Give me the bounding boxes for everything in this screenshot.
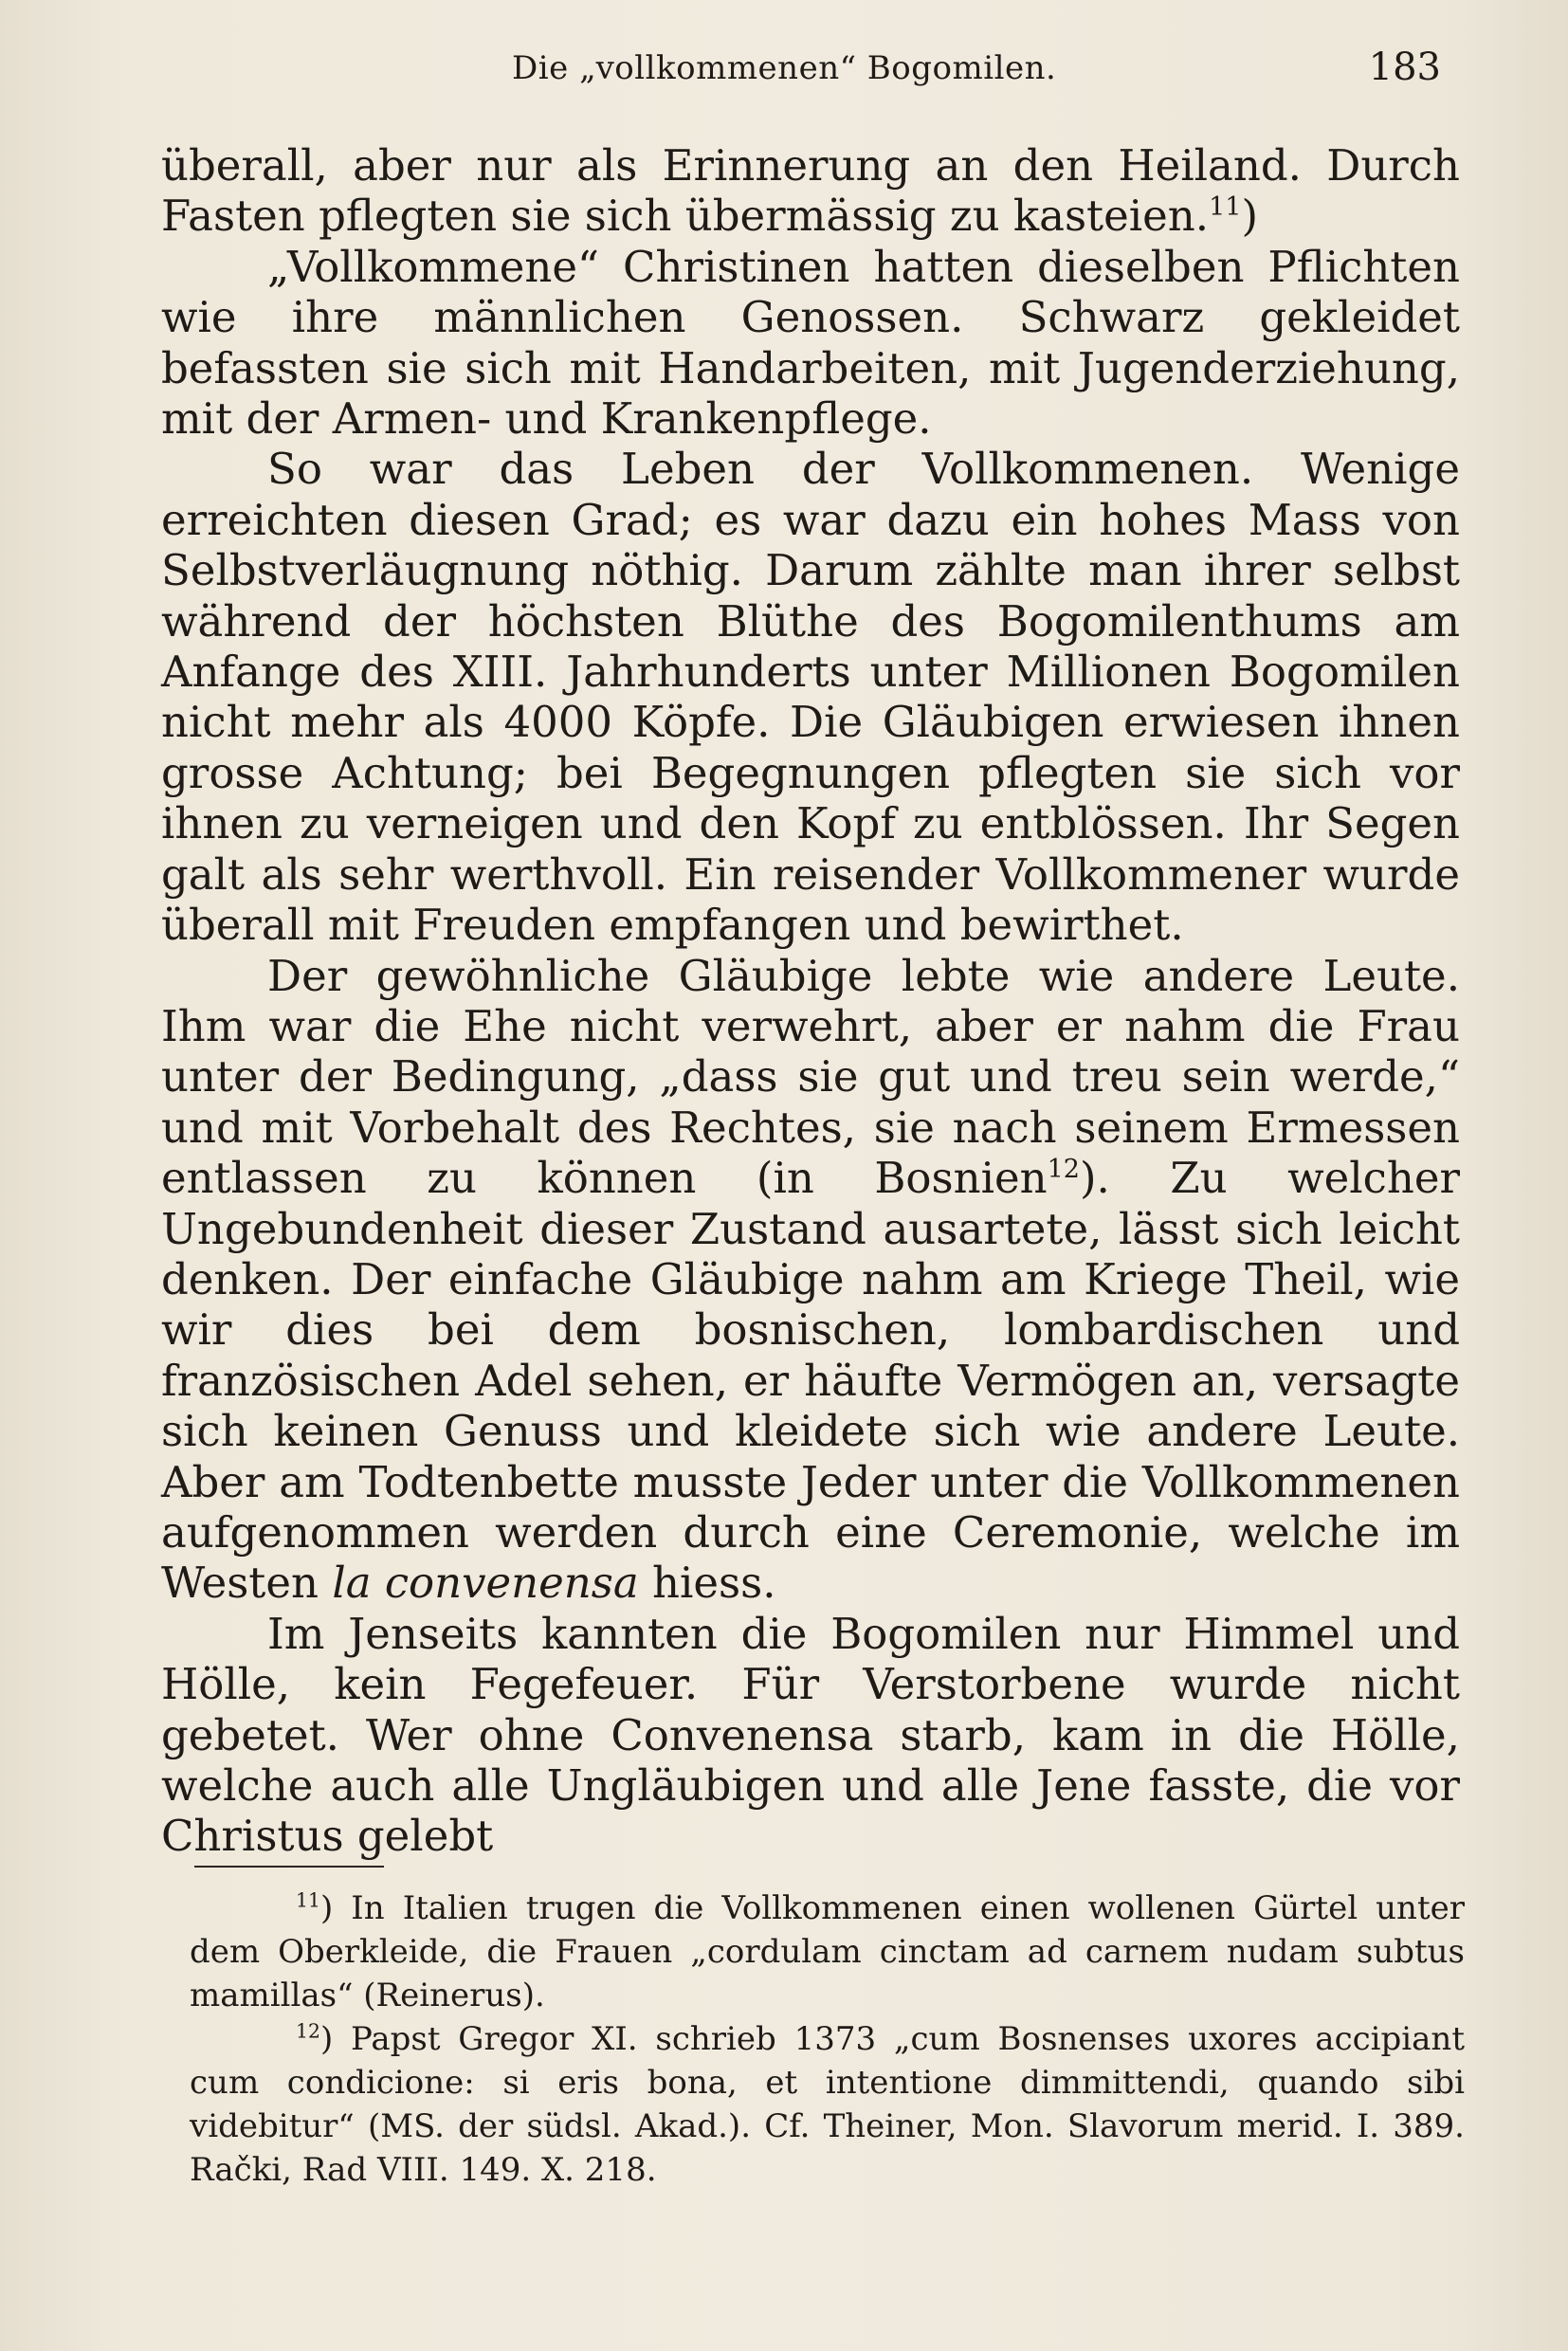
footnotes — [190, 1886, 1465, 2192]
italic-term: la convenensa — [332, 1558, 639, 1609]
paragraph-1 — [161, 140, 1460, 242]
footnote-text: ) In Italien trugen die Vollkommenen einen wollenen Gürtel unter dem Oberkleide, die Frauen „cordulam cinctam ad carnem nudam subtus mamillas“ (Reinerus). — [190, 1889, 1465, 2014]
footnote-ref-12: 12 — [1047, 1155, 1080, 1185]
paragraph-1-text: überall, aber nur als Erinnerung an den Heiland. Durch Fasten pflegten sie sich übermässig zu kasteien. — [161, 140, 1460, 242]
paragraph-3: So war das Leben der Vollkommenen. Wenige erreichten diesen Grad; es war dazu ein hohes Mass von Selbstverläugnung nöthig. Darum zählte man ihrer selbst während der höchsten Blüthe des Bogomilenthums am Anfange des XIII. Jahrhunderts unter Millionen Bogomilen nicht mehr als 4000 Köpfe. Die Gläubigen erwiesen ihnen grosse Achtung; bei Begegnungen pflegten sie sich vor ihnen zu verneigen und den Kopf zu entblössen. Ihr Segen galt als sehr werthvoll. Ein reisender Vollkommener wurde überall mit Freuden empfangen und bewirthet. — [161, 444, 1460, 951]
paragraph-2: „Vollkommene“ Christinen hatten dieselben Pflichten wie ihre männlichen Genossen. Schwarz gekleidet befassten sie sich mit Handarbeiten, mit Jugenderziehung, mit der Armen- und Krankenpflege. — [161, 241, 1460, 445]
body-text — [161, 140, 1460, 1862]
page-number: 183 — [1368, 46, 1441, 89]
footnote-marker: 11 — [296, 1888, 320, 1912]
paragraph-4-end: hiess. — [652, 1558, 776, 1609]
paragraph-4-continuation: ). Zu welcher Ungebundenheit dieser Zustand ausartete, lässt sich leicht denken. Der einfache Gläubige nahm am Kriege Theil, wie wir dies bei dem bosnischen, lombardischen und französischen Adel sehen, er häufte Vermögen an, versagte sich keinen Genuss und kleidete sich wie andere Leute. Aber am Todtenbette musste Jeder unter die Vollkommenen aufgenommen werden durch eine Ceremonie, welche im Westen — [161, 1153, 1460, 1609]
paragraph-4 — [161, 951, 1460, 1609]
footnote-12 — [190, 2017, 1465, 2192]
footnote-divider — [194, 1866, 384, 1868]
footnote-11 — [190, 1886, 1465, 2017]
footnote-ref-11: 11 — [1209, 192, 1242, 223]
paragraph-1-tail: ) — [1241, 191, 1258, 242]
paragraph-4-text: Der gewöhnliche Gläubige lebte wie andere Leute. Ihm war die Ehe nicht verwehrt, aber er nahm die Frau unter der Bedingung, „dass sie gut und treu sein werde,“ und mit Vorbehalt des Rechtes, sie nach seinem Ermessen entlassen zu können (in Bosnien — [161, 950, 1460, 1204]
paragraph-5: Im Jenseits kannten die Bogomilen nur Himmel und Hölle, kein Fegefeuer. Für Verstorbene wurde nicht gebetet. Wer ohne Convenensa starb, kam in die Hölle, welche auch alle Ungläubigen und alle Jene fasste, die vor Christus gelebt — [161, 1608, 1460, 1862]
footnote-text: ) Papst Gregor XI. schrieb 1373 „cum Bosnenses uxores accipiant cum condicione: si eris bona, et intentione dimmittendi, quando sibi videbitur“ (MS. der südsl. Akad.). Cf. Theiner, Mon. Slavorum merid. I. 389. Rački, Rad VIII. 149. X. 218. — [190, 2020, 1465, 2189]
footnote-marker: 12 — [296, 2019, 320, 2043]
page-header — [161, 46, 1441, 97]
running-title: Die „vollkommenen“ Bogomilen. — [512, 49, 1057, 87]
